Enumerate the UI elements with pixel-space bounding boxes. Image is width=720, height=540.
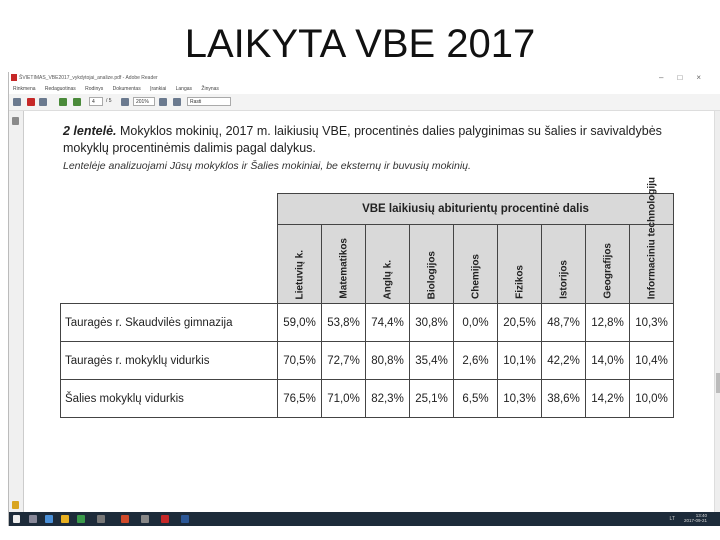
maximize-button[interactable]: □: [677, 73, 697, 82]
save-icon[interactable]: [27, 98, 35, 106]
taskbar-clock[interactable]: [684, 513, 707, 523]
table-cell: 74,4%: [366, 304, 410, 342]
language-indicator[interactable]: LT: [669, 516, 675, 522]
pdf-viewer-screenshot: [8, 72, 720, 526]
store-icon[interactable]: [97, 515, 105, 523]
window-titlebar: [9, 72, 720, 84]
table-cell: 10,0%: [630, 380, 674, 418]
table-cell: 76,5%: [278, 380, 322, 418]
row-label: Tauragės r. Skaudvilės gimnazija: [61, 304, 278, 342]
minimize-button[interactable]: –: [659, 73, 678, 82]
table-cell: 0,0%: [454, 304, 498, 342]
table-cell: 30,8%: [410, 304, 454, 342]
subject-header: [322, 225, 366, 304]
page-total: / 5: [106, 98, 112, 104]
table-cell: 2,6%: [454, 342, 498, 380]
start-icon[interactable]: [13, 515, 20, 523]
table-cell: 14,2%: [586, 380, 630, 418]
toolbar: [9, 94, 720, 111]
windows-taskbar: [9, 512, 720, 526]
comment-icon[interactable]: [12, 501, 19, 509]
table-row: [61, 304, 674, 342]
slide-title: LAIKYTA VBE 2017: [184, 22, 536, 66]
subject-label: Chemijos: [470, 253, 481, 299]
table-cell: 72,7%: [322, 342, 366, 380]
subject-header: [542, 225, 586, 304]
menu-tools[interactable]: Įrankiai: [150, 86, 167, 92]
menu-file[interactable]: Rinkmena: [13, 86, 36, 92]
table-cell: 71,0%: [322, 380, 366, 418]
vertical-scrollbar[interactable]: [714, 111, 720, 526]
table-cell: 10,3%: [630, 304, 674, 342]
subject-header: [454, 225, 498, 304]
subject-label: Fizikos: [514, 265, 525, 299]
zoom-input[interactable]: 201%: [133, 97, 155, 106]
table-cell: 25,1%: [410, 380, 454, 418]
print-icon[interactable]: [13, 98, 21, 106]
table-cell: 6,5%: [454, 380, 498, 418]
window-controls: [659, 73, 715, 82]
row-label: Tauragės r. mokyklų vidurkis: [61, 342, 278, 380]
table-cell: 53,8%: [322, 304, 366, 342]
pages-panel-icon[interactable]: [12, 117, 19, 125]
table-note: Lentelėje analizuojami Jūsų mokyklos ir Šalies mokiniai, be eksternų ir buvusių mokinių.: [63, 160, 471, 172]
subject-header: [630, 176, 674, 304]
caption-text: Mokyklos mokinių, 2017 m. laikiusių VBE, procentinės dalies palyginimas su šalies ir savivaldybės mokyklų procentinėmis dalimis pagal dalykus.: [63, 124, 662, 155]
table-cell: 48,7%: [542, 304, 586, 342]
table-cell: 38,6%: [542, 380, 586, 418]
subject-label: Informaciniu technologiju: [646, 176, 657, 299]
page-down-icon[interactable]: [73, 98, 81, 106]
group-header: VBE laikiusių abiturientų procentinė dalis: [278, 194, 674, 225]
close-button[interactable]: ×: [696, 73, 715, 82]
clock-date: 2017-09-21: [683, 518, 707, 523]
subject-header: [278, 225, 322, 304]
table-corner: [61, 194, 278, 304]
zoom-out-icon[interactable]: [121, 98, 129, 106]
table-cell: 59,0%: [278, 304, 322, 342]
menu-window[interactable]: Langas: [175, 86, 193, 92]
powerpoint-icon[interactable]: [121, 515, 129, 523]
table-cell: 14,0%: [586, 342, 630, 380]
adobe-reader-taskbar-icon[interactable]: [161, 515, 169, 523]
table-caption: [63, 123, 703, 157]
table-cell: 82,3%: [366, 380, 410, 418]
subject-label: Geografijos: [602, 243, 613, 299]
subject-label: Lietuvių k.: [294, 249, 305, 299]
subject-label: Anglų k.: [382, 259, 393, 299]
email-icon[interactable]: [39, 98, 47, 106]
menu-document[interactable]: Dokumentas: [112, 86, 141, 92]
table-row: [61, 380, 674, 418]
table-cell: 10,4%: [630, 342, 674, 380]
subject-header: [498, 225, 542, 304]
menu-bar: [9, 84, 720, 94]
subject-label: Istorijos: [558, 260, 569, 299]
window-title: ŠVIETIMAS_VBE2017_vykdytojai_analize.pdf - Adobe Reader: [19, 75, 158, 81]
table-cell: 10,3%: [498, 380, 542, 418]
chrome-icon[interactable]: [77, 515, 85, 523]
clock-time: 13:40: [695, 513, 707, 518]
vbe-table: [60, 176, 674, 418]
subject-label: Matematikos: [338, 238, 349, 299]
zoom-in-icon[interactable]: [159, 98, 167, 106]
fit-page-icon[interactable]: [173, 98, 181, 106]
document-page: [27, 111, 713, 526]
menu-help[interactable]: Žinynas: [201, 86, 219, 92]
scrollbar-thumb[interactable]: [716, 373, 720, 393]
search-icon[interactable]: [29, 515, 37, 523]
table-cell: 70,5%: [278, 342, 322, 380]
table-cell: 12,8%: [586, 304, 630, 342]
table-cell: 80,8%: [366, 342, 410, 380]
menu-edit[interactable]: Redaguotinas: [44, 86, 76, 92]
table-cell: 42,2%: [542, 342, 586, 380]
menu-view[interactable]: Rodinys: [85, 86, 104, 92]
subject-label: Biologijos: [426, 250, 437, 299]
word-icon[interactable]: [181, 515, 189, 523]
app-icon[interactable]: [141, 515, 149, 523]
subject-header: [410, 225, 454, 304]
page-number-input[interactable]: 4: [89, 97, 103, 106]
subject-header: [366, 225, 410, 304]
table-cell: 10,1%: [498, 342, 542, 380]
navigation-pane: [9, 111, 24, 526]
explorer-icon[interactable]: [61, 515, 69, 523]
table-cell: 35,4%: [410, 342, 454, 380]
table-row: [61, 342, 674, 380]
row-label: Šalies mokyklų vidurkis: [61, 380, 278, 418]
subject-header: [586, 225, 630, 304]
find-input[interactable]: Rasti: [187, 97, 231, 106]
table-cell: 20,5%: [498, 304, 542, 342]
caption-label: 2 lentelė.: [63, 124, 117, 138]
edge-icon[interactable]: [45, 515, 53, 523]
pdf-app-icon: [11, 74, 17, 81]
page-up-icon[interactable]: [59, 98, 67, 106]
